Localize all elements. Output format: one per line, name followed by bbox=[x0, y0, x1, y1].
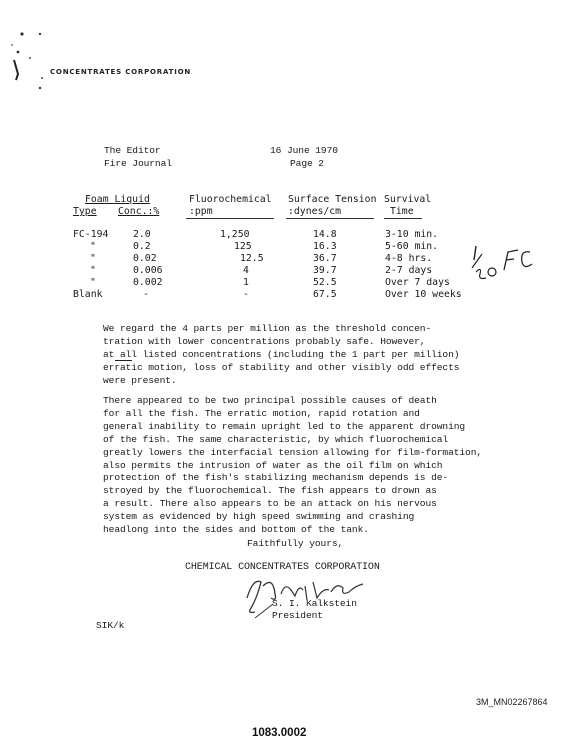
text-line: a result. There also appears to be an attack on his nervous bbox=[103, 498, 437, 510]
text-line: stroyed by the fluorochemical. The fish appears to drown as bbox=[103, 485, 437, 497]
row-type: " bbox=[90, 253, 96, 264]
row-survival: 5-60 min. bbox=[385, 241, 439, 252]
header-time: Time bbox=[390, 206, 414, 217]
row-tension: 52.5 bbox=[313, 277, 337, 288]
row-tension: 16.3 bbox=[313, 241, 337, 252]
row-ppm: 1,250 bbox=[220, 229, 250, 240]
row-survival: Over 7 days bbox=[385, 277, 450, 288]
text-line: erratic motion, loss of stability and other visibly odd effects bbox=[103, 361, 460, 373]
addressee-line1: The Editor bbox=[104, 145, 161, 156]
row-type: " bbox=[90, 265, 96, 276]
row-type: Blank bbox=[73, 289, 103, 300]
row-survival: 2-7 days bbox=[385, 265, 433, 276]
text-line: also permits the intrusion of water as the oil film on which bbox=[103, 459, 443, 471]
row-ppm: - bbox=[243, 289, 249, 300]
row-type: " bbox=[90, 277, 96, 288]
row-tension: 36.7 bbox=[313, 253, 337, 264]
header-ppm: :ppm bbox=[189, 206, 213, 217]
text-line: at all listed concentrations (including the 1 part per million) bbox=[103, 348, 460, 360]
text-line: protection of the fish's stabilizing mechanism depends is de- bbox=[103, 472, 449, 484]
row-conc: 0.2 bbox=[133, 241, 151, 252]
paragraph-threshold bbox=[103, 323, 460, 388]
header-underline bbox=[186, 218, 274, 219]
header-underline bbox=[286, 218, 374, 219]
text-line: We regard the 4 parts per million as the threshold concen- bbox=[103, 323, 432, 334]
page-label: Page 2 bbox=[290, 157, 324, 169]
page-number: 1083.0002 bbox=[252, 727, 307, 739]
date-line: 16 June 1970 bbox=[270, 145, 338, 156]
row-tension: 39.7 bbox=[313, 265, 337, 276]
text-line: system as evidenced by high speed swimming and crashing bbox=[103, 511, 415, 523]
text-line: greatly lowers the interfacial tension allowing for film-formation, bbox=[103, 446, 483, 458]
letterhead: CONCENTRATES CORPORATION bbox=[50, 68, 192, 76]
row-tension: 14.8 bbox=[313, 229, 337, 240]
row-type: FC-194 bbox=[73, 229, 109, 240]
paragraph-causes bbox=[103, 395, 483, 537]
row-conc: 0.006 bbox=[133, 265, 163, 276]
document-id: 3M_MN02267864 bbox=[476, 697, 548, 707]
row-tension: 67.5 bbox=[313, 289, 337, 300]
header-foam-liquid: Foam Liquid bbox=[85, 194, 150, 205]
closing: Faithfully yours, bbox=[247, 538, 344, 549]
text-line: tration with lower concentrations probably safe. However, bbox=[103, 335, 426, 347]
row-ppm: 12.5 bbox=[240, 253, 264, 264]
row-conc: 0.02 bbox=[133, 253, 157, 264]
typist-initials: SIK/k bbox=[96, 620, 125, 631]
header-underline bbox=[384, 218, 422, 219]
header-dynes: :dynes/cm bbox=[288, 206, 342, 217]
header-surface-tension: Surface Tension bbox=[288, 194, 377, 205]
signer-title: President bbox=[272, 610, 323, 621]
row-conc: 2.0 bbox=[133, 229, 151, 240]
text-line: There appeared to be two principal possible causes of death bbox=[103, 395, 437, 406]
row-conc: 0.002 bbox=[133, 277, 163, 288]
letter-date bbox=[270, 145, 338, 171]
company-name: CHEMICAL CONCENTRATES CORPORATION bbox=[185, 562, 380, 573]
text-line: of the fish. The same characteristic, by which fluorochemical bbox=[103, 433, 449, 445]
row-ppm: 4 bbox=[243, 265, 249, 276]
addressee bbox=[104, 145, 172, 171]
text-line: headlong into the sides and bottom of the tank. bbox=[103, 524, 369, 536]
row-survival: Over 10 weeks bbox=[385, 289, 462, 300]
row-conc: - bbox=[143, 289, 149, 300]
header-survival: Survival bbox=[384, 194, 432, 205]
scan-artifact bbox=[0, 0, 60, 110]
header-conc: Conc.:% bbox=[118, 206, 160, 217]
row-survival: 4-8 hrs. bbox=[385, 253, 433, 264]
text-line: for all the fish. The erratic motion, rapid rotation and bbox=[103, 407, 420, 419]
text-line: were present. bbox=[103, 374, 177, 386]
row-ppm: 1 bbox=[243, 277, 249, 288]
row-survival: 3-10 min. bbox=[385, 229, 439, 240]
text-line: general inability to remain upright led to the apparent drowning bbox=[103, 420, 466, 432]
row-ppm: 125 bbox=[234, 241, 252, 252]
header-fluorochemical: Fluorochemical bbox=[189, 194, 272, 205]
addressee-line2: Fire Journal bbox=[104, 157, 172, 169]
row-type: " bbox=[90, 241, 96, 252]
underline-all bbox=[115, 360, 132, 361]
handwritten-note bbox=[468, 240, 538, 290]
signer-name: S. I. Kalkstein bbox=[272, 598, 357, 609]
header-type: Type bbox=[73, 206, 97, 217]
